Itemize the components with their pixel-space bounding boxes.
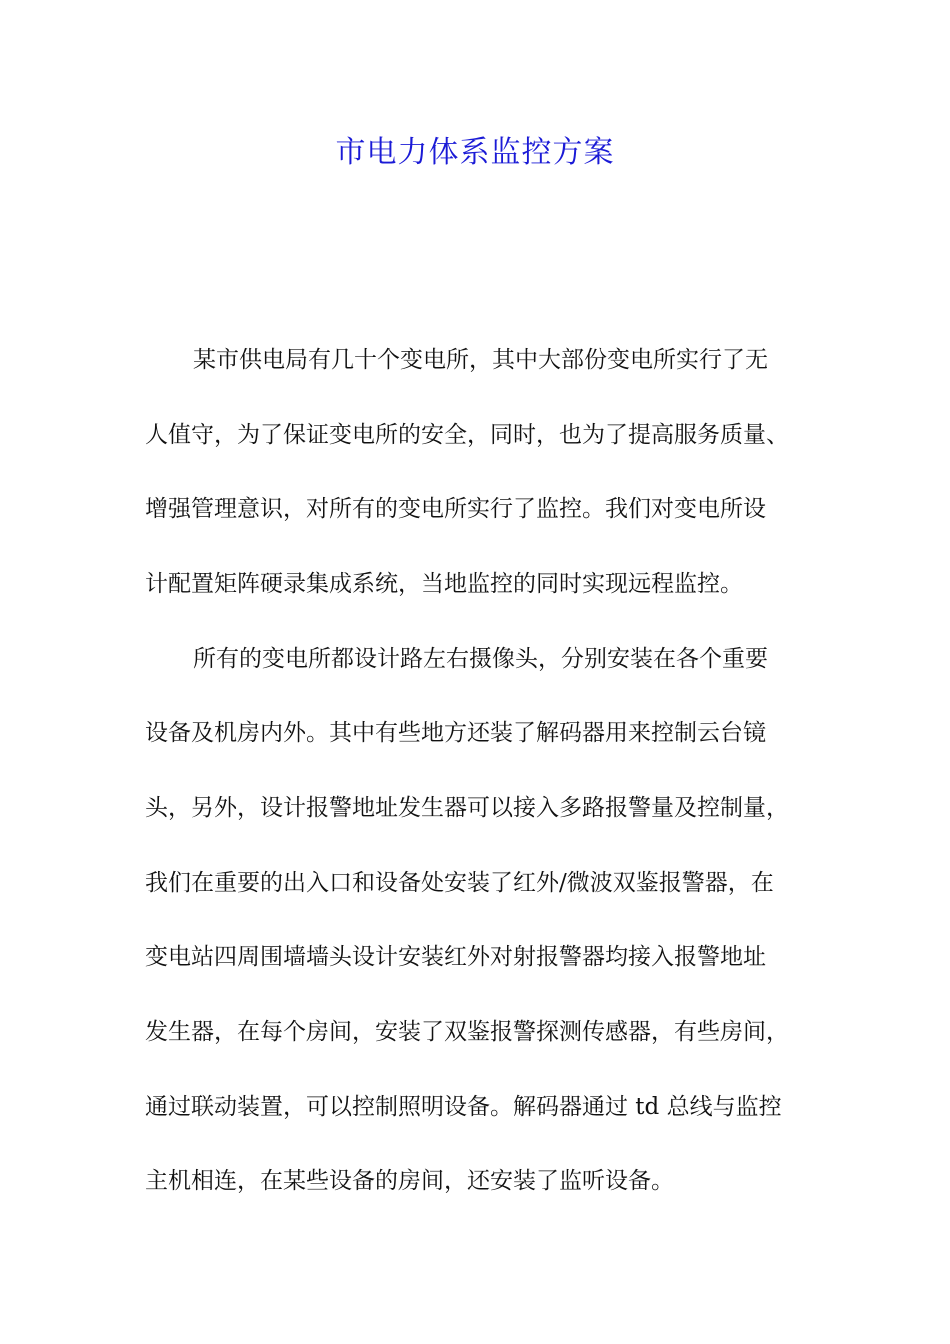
paragraph-2-line-8: 主机相连，在某些设备的房间，还安装了监听设备。	[145, 1168, 674, 1194]
paragraph-2-line-7: 通过联动装置，可以控制照明设备。解码器通过 td 总线与监控	[145, 1094, 782, 1120]
paragraph-1-line-1: 某市供电局有几十个变电所，其中大部份变电所实行了无	[193, 347, 768, 373]
paragraph-2-line-2: 设备及机房内外。其中有些地方还装了解码器用来控制云台镜	[145, 720, 766, 746]
paragraph-2-line-6: 发生器，在每个房间，安装了双鉴报警探测传感器，有些房间，	[145, 1019, 789, 1045]
paragraph-1-line-2: 人值守，为了保证变电所的安全，同时，也为了提高服务质量、	[145, 422, 789, 448]
paragraph-2-line-3: 头，另外，设计报警地址发生器可以接入多路报警量及控制量，	[145, 795, 789, 821]
paragraph-2-line-4: 我们在重要的出入口和设备处安装了红外/微波双鉴报警器，在	[145, 870, 774, 896]
paragraph-2-line-5: 变电站四周围墙墙头设计安装红外对射报警器均接入报警地址	[145, 944, 766, 970]
paragraph-2-line-1: 所有的变电所都设计路左右摄像头，分别安装在各个重要	[193, 646, 768, 672]
paragraph-1-line-3: 增强管理意识，对所有的变电所实行了监控。我们对变电所设	[145, 496, 766, 522]
paragraph-1-line-4: 计配置矩阵硬录集成系统，当地监控的同时实现远程监控。	[145, 571, 743, 597]
document-title: 市电力体系监控方案	[335, 135, 615, 170]
